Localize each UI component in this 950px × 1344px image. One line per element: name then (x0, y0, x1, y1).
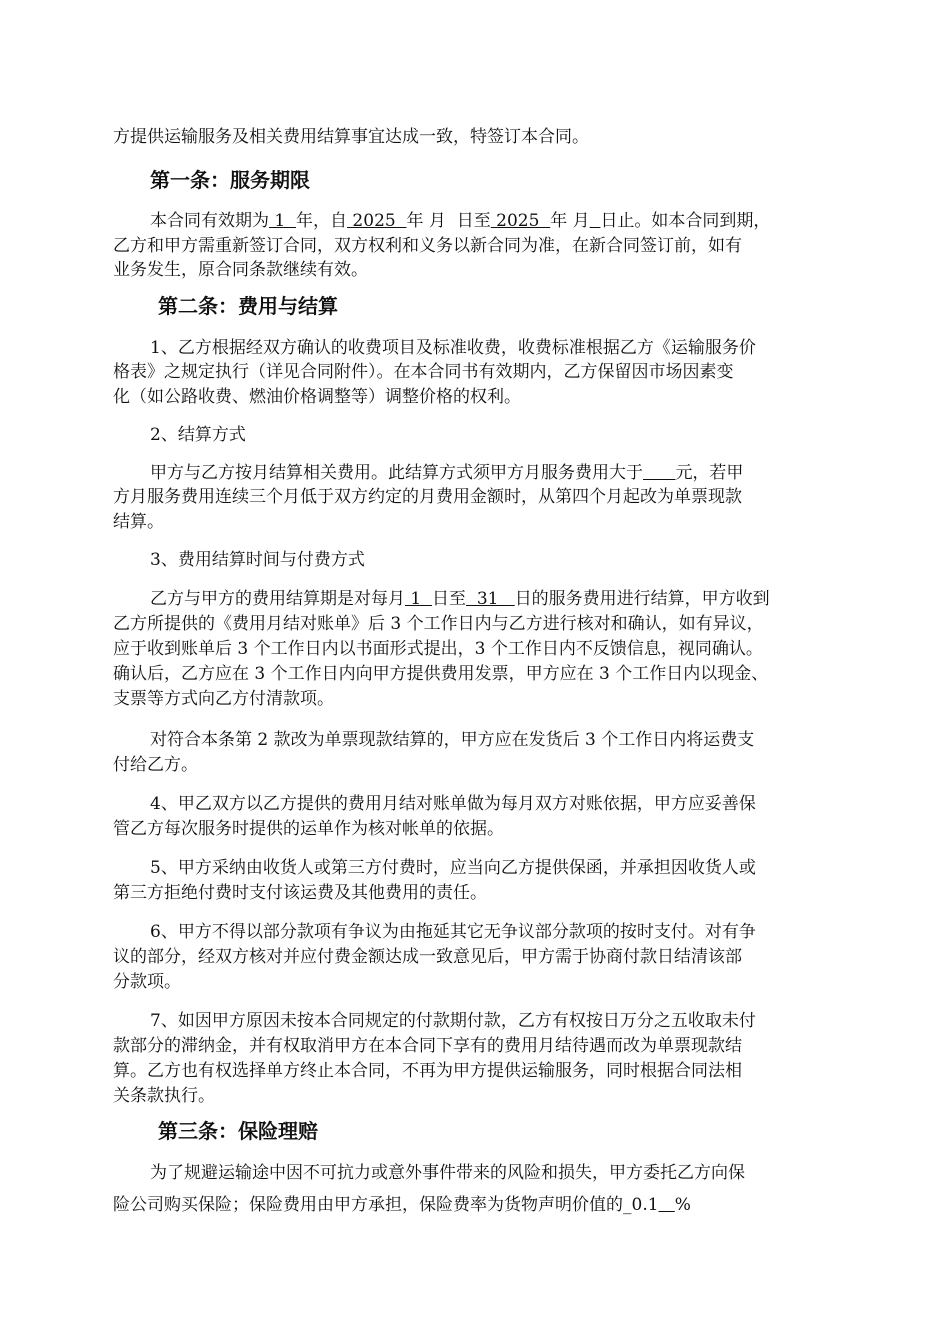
term-years-field: 1 (269, 211, 297, 231)
clause-3-line-3: 应于收到账单后 3 个工作日内以书面形式提出，3 个工作日内不反馈信息，视同确认。 (113, 639, 763, 659)
clause-3-title: 3、费用结算时间与付费方式 (150, 550, 365, 570)
text-segment: 日止。如本合同到期， (600, 211, 771, 231)
clause-3-line-4: 确认后，乙方应在 3 个工作日内向甲方提供费用发票，甲方应在 3 个工作日内以现金、 (113, 664, 769, 684)
clause-6-line-3: 分款项。 (113, 972, 181, 992)
clause-3b-line-1: 对符合本条第 2 款改为单票现款结算的，甲方应在发货后 3 个工作日内将运费支 (150, 730, 755, 750)
period-start-day-field: 1 (405, 589, 433, 609)
text-segment: % (674, 1195, 691, 1215)
text-segment: 险公司购买保险；保险费用由甲方承担，保险费率为货物声明价值的_0.1 (113, 1195, 659, 1215)
clause-2-line-3: 结算。 (113, 512, 164, 532)
text-segment: 甲方与乙方按月结算相关费用。此结算方式须甲方月服务费用大于 (150, 463, 643, 483)
end-day-field (590, 211, 601, 231)
clause-2-line-1 (150, 461, 950, 485)
start-year-field: 2025 (347, 211, 407, 231)
article-3-line-1: 为了规避运输途中因不可抗力或意外事件带来的风险和损失，甲方委托乙方向保 (150, 1163, 745, 1183)
min-fee-field (643, 463, 675, 483)
article-1-line-2: 乙方和甲方需重新签订合同，双方权利和义务以新合同为准，在新合同签订前，如有 (113, 236, 742, 256)
clause-1-line-1: 1、乙方根据经双方确认的收费项目及标准收费，收费标准根据乙方《运输服务价 (150, 338, 756, 358)
text-segment: 乙方与甲方的费用结算期是对每月 (150, 589, 405, 609)
clause-7-line-1: 7、如因甲方原因未按本合同规定的付款期付款，乙方有权按日万分之五收取未付 (150, 1011, 756, 1031)
clause-3-line-1 (150, 587, 950, 611)
clause-4-line-2: 管乙方每次服务时提供的运单作为核对帐单的依据。 (113, 819, 504, 839)
clause-3-line-2: 乙方所提供的《费用月结对账单》后 3 个工作日内与乙方进行核对和确认，如有异议， (113, 614, 764, 634)
clause-6-line-1: 6、甲方不得以部分款项有争议为由拖延其它无争议部分款项的按时支付。对有争 (150, 922, 756, 942)
clause-3-line-5: 支票等方式向乙方付清款项。 (113, 689, 334, 709)
article-3-heading: 第三条：保险理赔 (158, 1119, 318, 1143)
period-end-day-field: 31 (466, 589, 515, 609)
intro-line: 方提供运输服务及相关费用结算事宜达成一致，特签订本合同。 (113, 127, 589, 147)
insurance-rate-field (659, 1195, 675, 1215)
clause-1-line-3: 化（如公路收费、燃油价格调整等）调整价格的权利。 (113, 387, 521, 407)
clause-4-line-1: 4、甲乙双方以乙方提供的费用月结对账单做为每月双方对账依据，甲方应妥善保 (150, 794, 756, 814)
text-segment: 年，自 (296, 211, 348, 231)
article-2-heading: 第二条：费用与结算 (158, 294, 338, 318)
clause-6-line-2: 议的部分，经双方核对并应付费金额达成一致意见后，甲方需于协商付款日结清该部 (113, 947, 742, 967)
text-segment: 年 月 日至 (406, 211, 491, 231)
clause-1-line-2: 格表》之规定执行（详见合同附件）。在本合同书有效期内，乙方保留因市场因素变 (113, 362, 734, 382)
text-segment: 年 月 (550, 211, 590, 231)
text-segment: 日的服务费用进行结算，甲方收到 (514, 589, 770, 609)
clause-2-line-2: 方月服务费用连续三个月低于双方约定的月费用金额时，从第四个月起改为单票现款 (113, 487, 742, 507)
text-segment: 日至 (432, 589, 467, 609)
article-3-line-2 (113, 1193, 950, 1217)
clause-5-line-1: 5、甲方采纳由收货人或第三方付费时，应当向乙方提供保函，并承担因收货人或 (150, 858, 756, 878)
clause-7-line-3: 算。乙方也有权选择单方终止本合同，不再为甲方提供运输服务，同时根据合同法相 (113, 1061, 742, 1081)
end-year-field: 2025 (490, 211, 551, 231)
clause-2-title: 2、结算方式 (150, 425, 246, 445)
article-1-heading: 第一条：服务期限 (150, 168, 310, 192)
article-1-line-3: 业务发生，原合同条款继续有效。 (113, 260, 368, 280)
clause-7-line-2: 款部分的滞纳金，并有权取消甲方在本合同下享有的费用月结待遇而改为单票现款结 (113, 1036, 742, 1056)
article-1-line-1 (150, 209, 950, 233)
clause-7-line-4: 关条款执行。 (113, 1086, 215, 1106)
clause-3b-line-2: 付给乙方。 (113, 755, 198, 775)
text-segment: 本合同有效期为 (150, 211, 269, 231)
clause-5-line-2: 第三方拒绝付费时支付该运费及其他费用的责任。 (113, 883, 487, 903)
text-segment: 元，若甲 (675, 463, 744, 483)
